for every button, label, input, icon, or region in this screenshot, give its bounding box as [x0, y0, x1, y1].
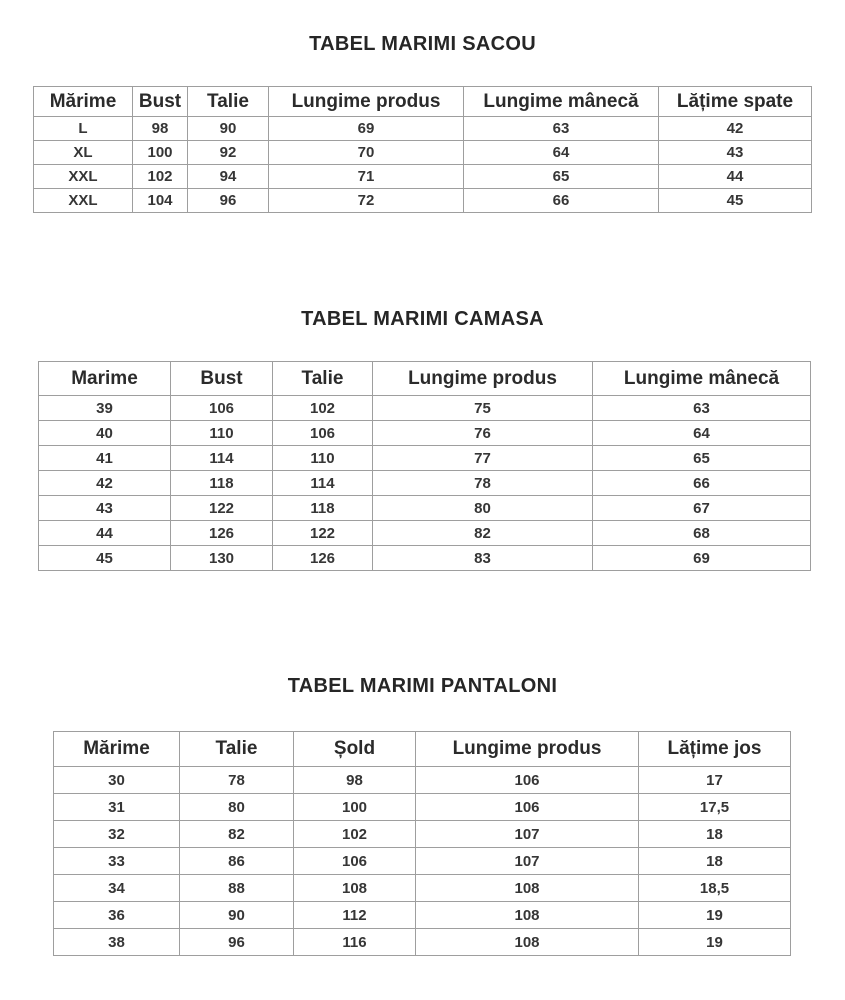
table-cell: 19	[639, 902, 791, 929]
table-cell: 43	[659, 141, 812, 165]
table-row	[54, 767, 791, 794]
table-cell: 102	[294, 821, 416, 848]
table-cell: 102	[273, 396, 373, 421]
table-row	[54, 929, 791, 956]
column-header: Lățime jos	[639, 732, 791, 767]
column-header: Talie	[188, 87, 269, 117]
table-cell: 38	[54, 929, 180, 956]
camasa-size-table	[38, 361, 811, 571]
table-cell: 68	[593, 521, 811, 546]
table-cell: 41	[39, 446, 171, 471]
table-cell: 108	[416, 902, 639, 929]
table-cell: 107	[416, 821, 639, 848]
pantaloni-table-title: TABEL MARIMI PANTALONI	[287, 675, 558, 697]
column-header: Mărime	[34, 87, 133, 117]
column-header: Mărime	[54, 732, 180, 767]
table-cell: 92	[188, 141, 269, 165]
column-header: Bust	[133, 87, 188, 117]
table-cell: 18	[639, 848, 791, 875]
table-cell: 82	[180, 821, 294, 848]
sacou-table-title: TABEL MARIMI SACOU	[309, 33, 536, 55]
table-cell: 76	[373, 421, 593, 446]
table-cell: 66	[464, 189, 659, 213]
table-cell: 31	[54, 794, 180, 821]
table-cell: 110	[273, 446, 373, 471]
table-cell: 83	[373, 546, 593, 571]
table-cell: 39	[39, 396, 171, 421]
table-row	[54, 875, 791, 902]
table-cell: 122	[171, 496, 273, 521]
table-row	[34, 141, 812, 165]
header-row	[39, 362, 811, 396]
table-cell: 118	[273, 496, 373, 521]
table-row	[39, 496, 811, 521]
table-cell: 33	[54, 848, 180, 875]
pantaloni-size-table	[53, 731, 791, 956]
table-cell: 18,5	[639, 875, 791, 902]
table-cell: 34	[54, 875, 180, 902]
table-cell: 96	[180, 929, 294, 956]
table-cell: XXL	[34, 189, 133, 213]
table-row	[54, 902, 791, 929]
table-cell: 64	[464, 141, 659, 165]
table-cell: 40	[39, 421, 171, 446]
table-cell: 88	[180, 875, 294, 902]
table-cell: 90	[188, 117, 269, 141]
table-cell: 43	[39, 496, 171, 521]
table-cell: 17	[639, 767, 791, 794]
column-header: Lungime produs	[416, 732, 639, 767]
table-cell: 112	[294, 902, 416, 929]
table-cell: 122	[273, 521, 373, 546]
table-row	[39, 521, 811, 546]
table-cell: 32	[54, 821, 180, 848]
table-row	[54, 794, 791, 821]
table-cell: 116	[294, 929, 416, 956]
column-header: Lungime produs	[269, 87, 464, 117]
table-cell: 114	[171, 446, 273, 471]
table-cell: 98	[133, 117, 188, 141]
sacou-size-table	[33, 86, 812, 213]
column-header: Lățime spate	[659, 87, 812, 117]
header-row	[34, 87, 812, 117]
table-cell: 75	[373, 396, 593, 421]
table-cell: 77	[373, 446, 593, 471]
table-cell: 90	[180, 902, 294, 929]
table-cell: 80	[373, 496, 593, 521]
table-cell: 44	[39, 521, 171, 546]
table-cell: 118	[171, 471, 273, 496]
table-cell: 104	[133, 189, 188, 213]
column-header: Șold	[294, 732, 416, 767]
table-cell: 42	[659, 117, 812, 141]
table-row	[54, 821, 791, 848]
table-cell: XXL	[34, 165, 133, 189]
table-row	[39, 396, 811, 421]
table-cell: 126	[273, 546, 373, 571]
table-cell: 70	[269, 141, 464, 165]
table-cell: 108	[294, 875, 416, 902]
table-cell: 78	[373, 471, 593, 496]
table-cell: 67	[593, 496, 811, 521]
header-row	[54, 732, 791, 767]
table-cell: 36	[54, 902, 180, 929]
table-cell: 66	[593, 471, 811, 496]
table-cell: 63	[593, 396, 811, 421]
column-header: Lungime mânecă	[593, 362, 811, 396]
table-cell: 86	[180, 848, 294, 875]
table-cell: 42	[39, 471, 171, 496]
camasa-table-title: TABEL MARIMI CAMASA	[301, 308, 544, 330]
table-row	[39, 446, 811, 471]
table-cell: L	[34, 117, 133, 141]
table-cell: 17,5	[639, 794, 791, 821]
column-header: Marime	[39, 362, 171, 396]
table-cell: 130	[171, 546, 273, 571]
table-row	[34, 165, 812, 189]
table-cell: 44	[659, 165, 812, 189]
column-header: Talie	[273, 362, 373, 396]
table-row	[34, 189, 812, 213]
table-cell: 78	[180, 767, 294, 794]
table-cell: 80	[180, 794, 294, 821]
table-cell: 107	[416, 848, 639, 875]
column-header: Lungime mânecă	[464, 87, 659, 117]
table-row	[39, 471, 811, 496]
table-cell: 65	[593, 446, 811, 471]
table-cell: 126	[171, 521, 273, 546]
table-cell: 108	[416, 929, 639, 956]
table-cell: 106	[273, 421, 373, 446]
column-header: Talie	[180, 732, 294, 767]
table-cell: 106	[416, 767, 639, 794]
table-cell: 100	[294, 794, 416, 821]
table-cell: 71	[269, 165, 464, 189]
table-cell: 102	[133, 165, 188, 189]
table-cell: 63	[464, 117, 659, 141]
table-cell: 64	[593, 421, 811, 446]
table-cell: 106	[416, 794, 639, 821]
table-cell: 45	[659, 189, 812, 213]
table-cell: 72	[269, 189, 464, 213]
table-cell: 94	[188, 165, 269, 189]
table-cell: 45	[39, 546, 171, 571]
table-cell: 106	[171, 396, 273, 421]
column-header: Lungime produs	[373, 362, 593, 396]
table-cell: 96	[188, 189, 269, 213]
table-cell: 98	[294, 767, 416, 794]
table-cell: 19	[639, 929, 791, 956]
table-cell: XL	[34, 141, 133, 165]
table-cell: 106	[294, 848, 416, 875]
table-cell: 114	[273, 471, 373, 496]
table-cell: 100	[133, 141, 188, 165]
column-header: Bust	[171, 362, 273, 396]
table-row	[34, 117, 812, 141]
table-cell: 18	[639, 821, 791, 848]
table-row	[39, 546, 811, 571]
table-cell: 30	[54, 767, 180, 794]
table-row	[39, 421, 811, 446]
table-cell: 69	[269, 117, 464, 141]
table-cell: 69	[593, 546, 811, 571]
table-cell: 108	[416, 875, 639, 902]
table-row	[54, 848, 791, 875]
table-cell: 82	[373, 521, 593, 546]
table-cell: 65	[464, 165, 659, 189]
table-cell: 110	[171, 421, 273, 446]
